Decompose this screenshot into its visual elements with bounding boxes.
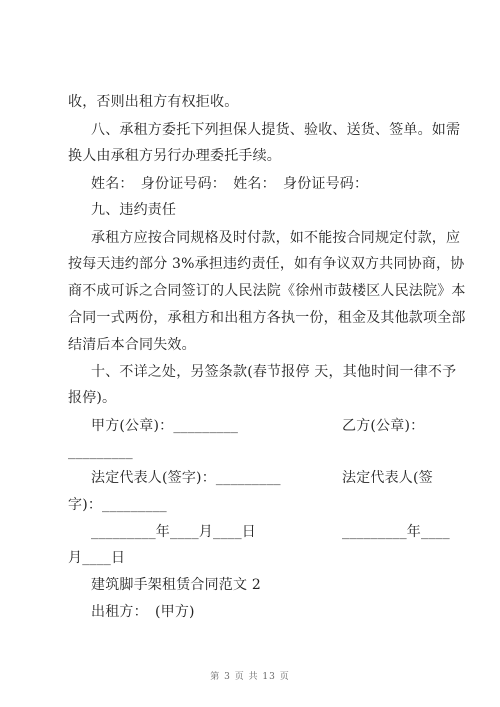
party-b-seal-blank: _________ (68, 444, 133, 460)
guarantor-fields-line: 姓名： 身份证号码： 姓名： 身份证号码： (91, 176, 369, 192)
text-line-2: 八、承租方委托下列担保人提货、验收、送货、签单。如需 (91, 122, 461, 138)
text-line-8: 商不成可诉之合同签订的人民法院《徐州市鼓楼区人民法院》本 (68, 283, 466, 299)
text-line-1: 收，否则出租方有权拒收。 (68, 94, 239, 110)
section-heading-9: 九、违约责任 (91, 202, 177, 218)
party-b-representative-blank: 字)：_________ (68, 497, 167, 513)
party-b-date-continued: 月____日 (68, 550, 126, 566)
text-line-9: 合同一式两份，承租方和出租方各执一份，租金及其他款项全部 (68, 310, 466, 326)
text-line-12: 报停)。 (68, 390, 117, 406)
text-line-3: 换人由承租方另行办理委托手续。 (68, 148, 281, 164)
text-line-11: 十、不详之处，另签条款(春节报停 天，其他时间一律不予 (91, 364, 457, 380)
lessor-line: 出租方： (甲方) (91, 604, 195, 620)
page-footer: 第 3 页 共 13 页 (210, 672, 290, 682)
text-line-10: 结清后本合同失效。 (68, 337, 196, 353)
party-a-date-field: _________年____月____日 (91, 524, 256, 540)
party-a-representative-field: 法定代表人(签字)：_________ (91, 470, 281, 486)
contract-title: 建筑脚手架租赁合同范文 2 (91, 577, 261, 593)
party-a-seal-field: 甲方(公章)：_________ (91, 418, 239, 434)
text-line-6: 承租方应按合同规格及时付款，如不能按合同规定付款，应 (91, 230, 461, 246)
party-b-representative-label: 法定代表人(签 (342, 470, 433, 486)
text-line-7: 按每天违约部分 3%承担违约责任，如有争议双方共同协商，协 (68, 256, 465, 272)
party-b-date-field: _________年____ (342, 524, 450, 540)
party-b-seal-label: 乙方(公章)： (342, 418, 425, 434)
